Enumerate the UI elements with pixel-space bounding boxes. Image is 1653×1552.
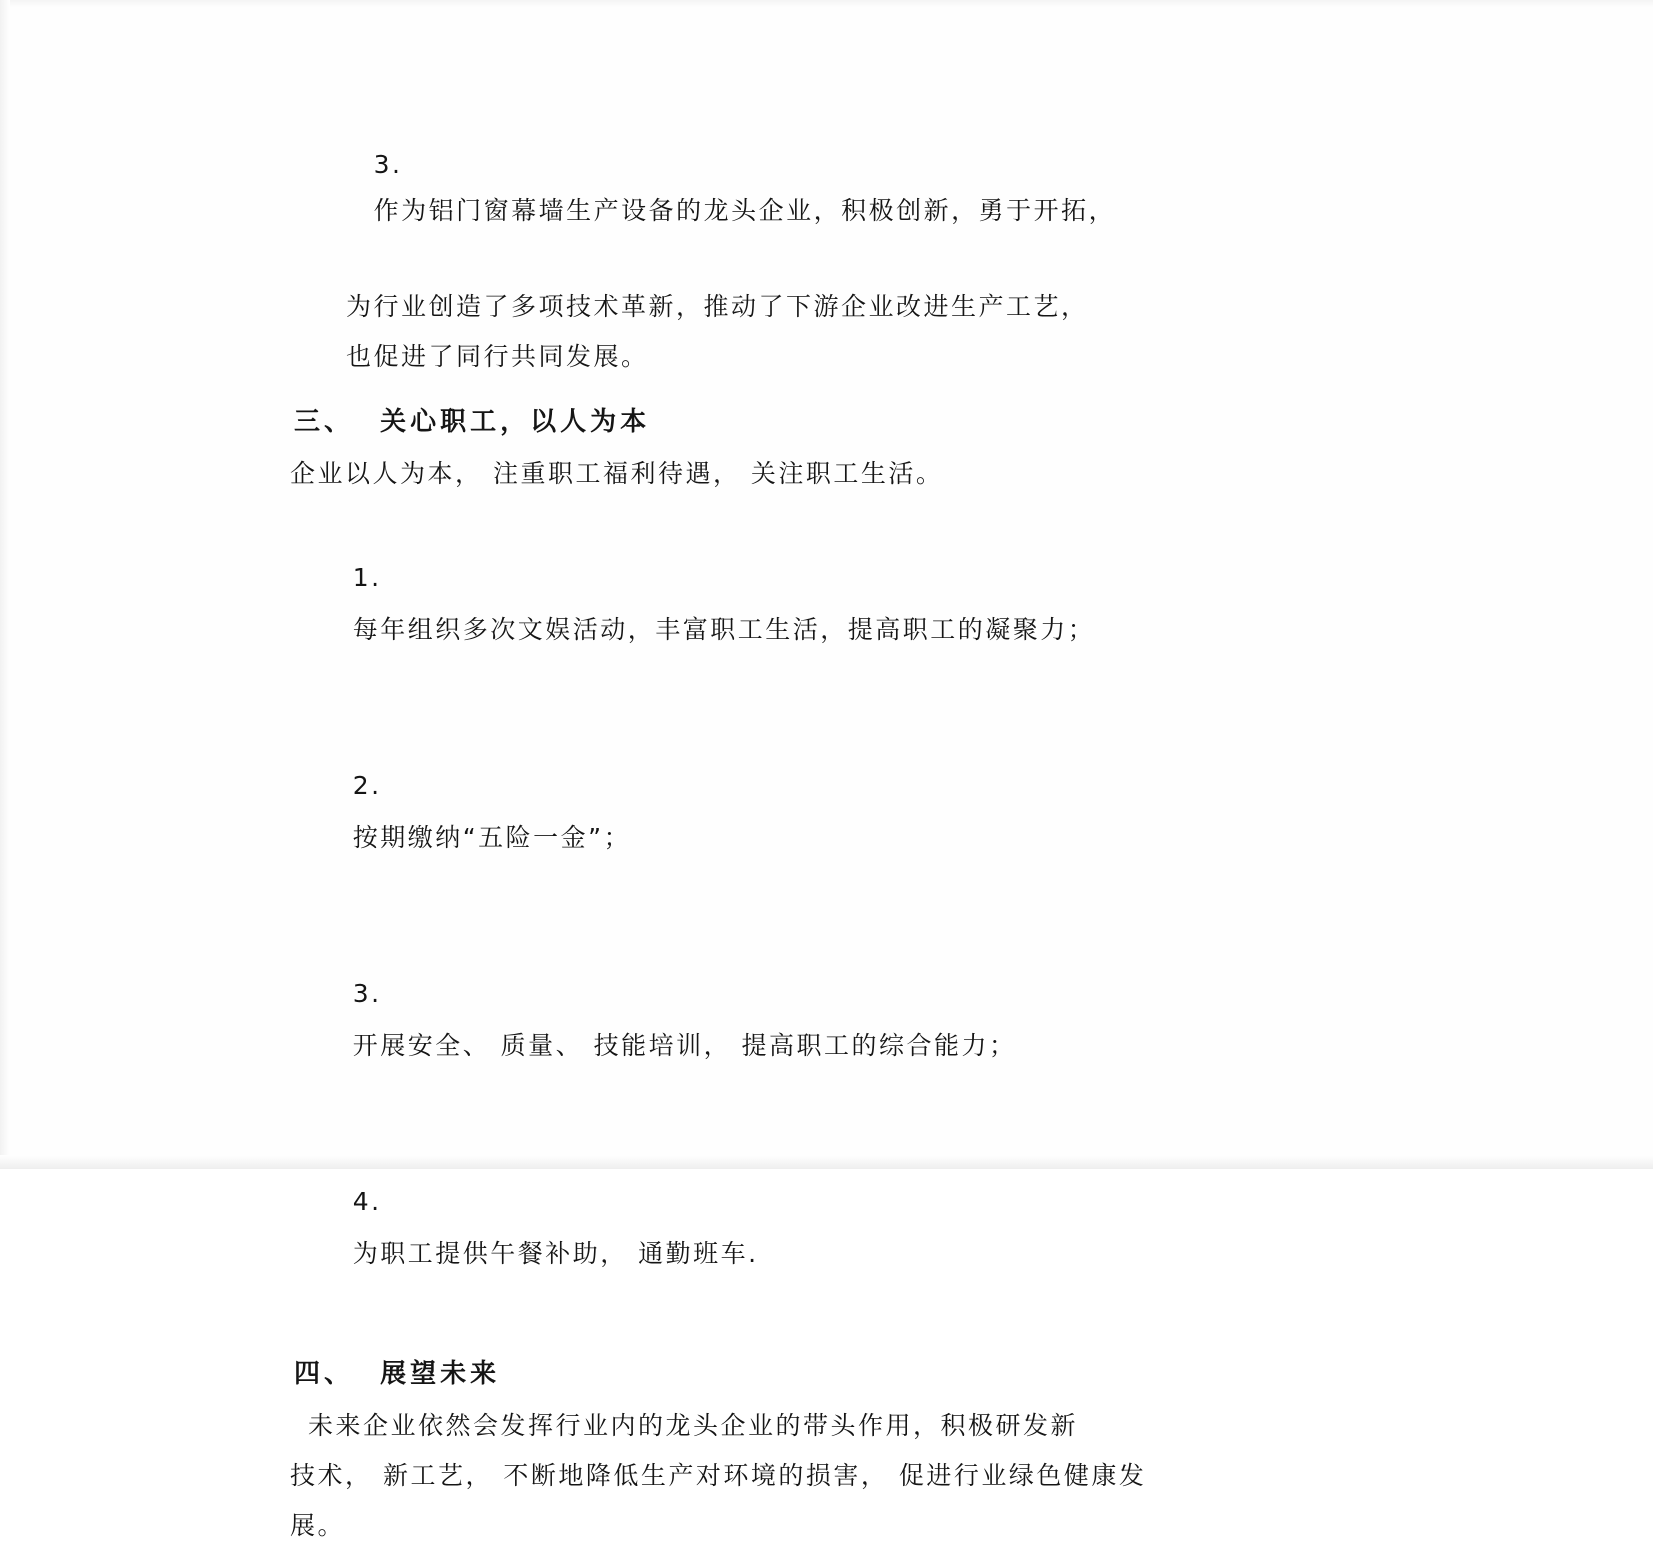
- section-heading-four: 四、 展望未来: [294, 1359, 501, 1389]
- list-item-number: 4.: [352, 1187, 382, 1216]
- document-body: [290, 96, 1340, 1552]
- list-item-text: 开展安全、 质量、 技能培训， 提高职工的综合能力；: [352, 1031, 1017, 1060]
- list-item-number: 2.: [352, 771, 382, 800]
- spacer: [290, 384, 1340, 390]
- list-item: [290, 708, 1340, 916]
- list-item-number: 3.: [373, 150, 403, 179]
- list-item-text: 每年组织多次文娱活动，丰富职工生活，提高职工的凝聚力；: [352, 615, 1096, 644]
- list-item: [290, 1124, 1340, 1332]
- list-item-number: 3.: [352, 979, 382, 1008]
- scan-edge-top: [0, 0, 1653, 8]
- section-four-paragraph: [290, 1402, 1332, 1550]
- list-item-text: 为职工提供午餐补助， 通勤班车.: [352, 1239, 759, 1268]
- spacer: [290, 1332, 1340, 1342]
- list-item-text: 按期缴纳“五险一金”；: [352, 823, 632, 852]
- list-item-line: 为行业创造了多项技术革新，推动了下游企业改进生产工艺，: [346, 292, 1089, 321]
- list-item-line: [290, 96, 1340, 280]
- list-item-text: 作为铝门窗幕墙生产设备的龙头企业，积极创新，勇于开拓，: [373, 196, 1117, 225]
- list-item: [290, 916, 1340, 1124]
- paragraph-line: 技术， 新工艺， 不断地降低生产对环境的损害， 促进行业绿色健康发: [290, 1461, 1147, 1490]
- paragraph-line: 展。: [290, 1511, 346, 1540]
- paragraph-line: 未来企业依然会发挥行业内的龙头企业的带头作用，积极研发新: [308, 1411, 1079, 1440]
- list-item: [290, 96, 1340, 380]
- list-item: [290, 500, 1340, 708]
- list-item-line: 也促进了同行共同发展。: [346, 342, 649, 371]
- list-item-number: 1.: [352, 563, 382, 592]
- section-heading-three: 三、 关心职工，以人为本: [294, 407, 651, 437]
- section-three-intro: 企业以人为本， 注重职工福利待遇， 关注职工生活。: [290, 459, 944, 488]
- scan-edge-left: [0, 0, 10, 1169]
